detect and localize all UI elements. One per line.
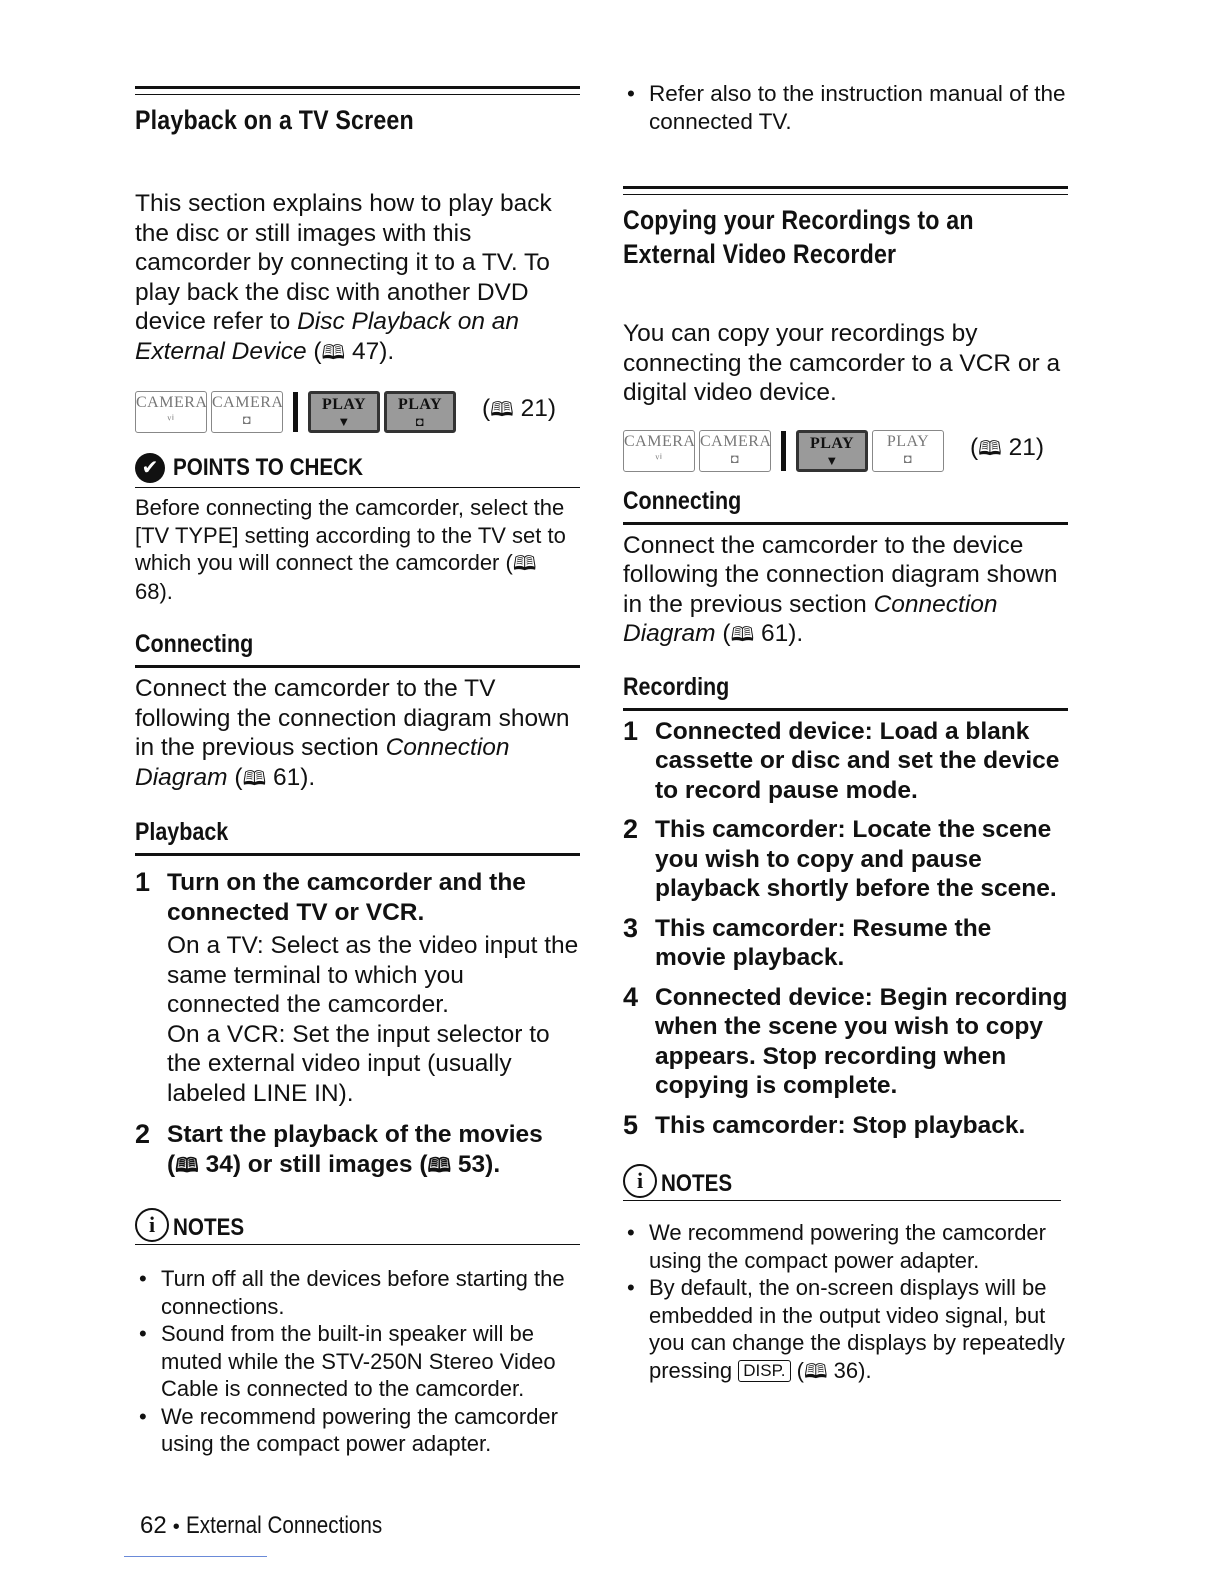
notes-title: NOTES xyxy=(173,1214,245,1241)
intro-link: Disc Playback on an External Device xyxy=(135,308,520,365)
subhead-rule xyxy=(623,708,1068,711)
left-column xyxy=(135,86,580,1458)
mode-indicator-row xyxy=(623,430,1068,472)
intro-paragraph xyxy=(135,189,580,367)
info-icon: i xyxy=(135,1208,169,1242)
subhead-playback: Playback xyxy=(135,818,229,846)
step-text: This camcorder: Locate the scene you wish to copy and pause playback shortly before the scene. xyxy=(655,816,1057,902)
mode-play-movie: PLAY ▼ xyxy=(308,391,380,433)
step-number: 4 xyxy=(623,981,639,1012)
footer-accent-line xyxy=(124,1556,267,1557)
notes-header xyxy=(135,1208,580,1242)
book-icon: 🕮 xyxy=(978,435,1002,460)
step-number: 5 xyxy=(623,1109,639,1140)
note-item: • We recommend powering the camcorder using the compact power adapter. xyxy=(135,1403,580,1458)
connection-diagram-link: Connection Diagram xyxy=(623,590,998,647)
subhead-connecting: Connecting xyxy=(623,486,742,515)
right-column xyxy=(623,80,1068,1385)
notes-list xyxy=(135,1265,580,1458)
points-to-check-title: POINTS TO CHECK xyxy=(173,454,363,481)
mode-camera-movie: CAMERA ᵛⁱ xyxy=(135,391,207,433)
points-to-check-header xyxy=(135,453,580,483)
mode-play-photo: PLAY ◘ xyxy=(872,430,944,472)
points-paragraph: Before connecting the camcorder, select the [TV TYPE] setting according to the TV set to which you will connect the camcorder (🕮 68). xyxy=(135,495,566,604)
note-item: • Refer also to the instruction manual of the connected TV. xyxy=(623,80,1068,136)
mode-separator xyxy=(781,431,786,471)
footer-bullet: • xyxy=(172,1516,180,1538)
book-icon: 🕮 xyxy=(803,1358,828,1383)
note-item: • By default, the on-screen displays will be embedded in the output video signal, but you can change the displays by repeatedly pressing DISP. (🕮 36). xyxy=(623,1274,1068,1385)
checkmark-icon: ✔ xyxy=(135,453,165,483)
step-detail-tv: On a TV: Select as the video input the same terminal to which you connected the camcorder. xyxy=(167,932,579,1018)
step-number: 1 xyxy=(623,715,639,746)
recording-step-1 xyxy=(623,717,1068,806)
step-number: 2 xyxy=(623,814,639,844)
page-footer xyxy=(140,1512,414,1540)
intro-text: This section explains how to play back the disc or still images with this camcorder by connecting it to a TV. To play back the disc with another DVD device refer to xyxy=(135,190,552,335)
step-text: This camcorder: Resume the movie playback. xyxy=(655,914,992,971)
mode-separator xyxy=(293,392,298,432)
step-text: Start the playback of the movies (🕮 34) or still images (🕮 53). xyxy=(167,1121,543,1178)
step-2 xyxy=(135,1120,580,1180)
page-number: 62 xyxy=(140,1512,167,1539)
book-icon: 🕮 xyxy=(321,339,346,364)
subhead-rule xyxy=(623,522,1068,525)
points-rule xyxy=(135,487,580,488)
title-rule xyxy=(623,186,1068,195)
disp-key: DISP. xyxy=(738,1360,790,1382)
mode-camera-photo: CAMERA ◘ xyxy=(211,391,283,433)
book-icon: 🕮 xyxy=(490,397,514,421)
notes-title: NOTES xyxy=(661,1170,733,1197)
note-item: • Turn off all the devices before starting the connections. xyxy=(135,1265,580,1320)
connection-diagram-link: Connection Diagram xyxy=(135,734,510,791)
copying-intro: You can copy your recordings by connecting the camcorder to a VCR or a digital video device. xyxy=(623,320,1061,406)
step-text: Connected device: Load a blank cassette or disc and set the device to record pause mode. xyxy=(655,717,1060,804)
book-icon: 🕮 xyxy=(730,622,755,646)
mode-page-ref: (🕮 21) xyxy=(970,433,1044,461)
mode-indicator-row xyxy=(135,391,580,433)
title-rule xyxy=(135,86,580,95)
mode-camera-photo: CAMERA ◘ xyxy=(699,430,771,472)
notes-rule xyxy=(623,1200,1061,1201)
step-text: This camcorder: Stop playback. xyxy=(655,1111,1026,1139)
recording-step-3 xyxy=(623,914,1068,973)
ref-open: ( xyxy=(306,337,322,365)
book-icon: 🕮 xyxy=(242,765,267,790)
note-item: • We recommend powering the camcorder using the compact power adapter. xyxy=(623,1219,1068,1274)
notes-rule xyxy=(135,1244,580,1245)
recording-step-2 xyxy=(623,815,1068,904)
note-item: • Sound from the built-in speaker will be muted while the STV-250N Stereo Video Cable is connected to the camcorder. xyxy=(135,1320,580,1403)
book-icon: 🕮 xyxy=(175,1152,199,1177)
step-number: 1 xyxy=(135,867,151,897)
connecting-paragraph: Connect the camcorder to the TV following the connection diagram shown in the previous section Connection Diagram (🕮 61). xyxy=(135,675,570,791)
step-text: Connected device: Begin recording when the scene you wish to copy appears. Stop recording when copying is complete. xyxy=(655,983,1068,1099)
mode-play-photo: PLAY ◘ xyxy=(384,391,456,433)
top-note-list xyxy=(623,80,1068,136)
step-number: 2 xyxy=(135,1119,151,1149)
step-number: 3 xyxy=(623,912,639,943)
recording-step-4 xyxy=(623,983,1068,1101)
subhead-rule xyxy=(135,665,580,668)
section-title-tv-playback: Playback on a TV Screen xyxy=(135,105,414,135)
footer-section-title: External Connections xyxy=(185,1512,382,1539)
step-text: Turn on the camcorder and the connected TV or VCR. xyxy=(167,869,526,926)
subhead-rule xyxy=(135,853,580,856)
mode-page-ref: (🕮 21) xyxy=(482,395,556,422)
subhead-recording: Recording xyxy=(623,672,730,701)
ref-page: 47). xyxy=(345,337,395,365)
book-icon: 🕮 xyxy=(427,1152,452,1177)
subhead-connecting: Connecting xyxy=(135,630,254,658)
info-icon: i xyxy=(623,1164,657,1198)
book-icon: 🕮 xyxy=(512,551,537,575)
connecting-paragraph: Connect the camcorder to the device following the connection diagram shown in the previous section Connection Diagram (🕮 61). xyxy=(623,531,1058,647)
step-detail-vcr: On a VCR: Set the input selector to the external video input (usually labeled LINE IN). xyxy=(167,1020,550,1107)
notes-header xyxy=(623,1164,1068,1198)
notes-list xyxy=(623,1219,1068,1385)
mode-play-movie: PLAY ▼ xyxy=(796,430,868,472)
recording-step-5 xyxy=(623,1111,1068,1141)
section-title-copying: Copying your Recordings to an External Video Recorder xyxy=(623,205,974,269)
step-1 xyxy=(135,868,580,927)
mode-camera-movie: CAMERA ᵛⁱ xyxy=(623,430,695,472)
